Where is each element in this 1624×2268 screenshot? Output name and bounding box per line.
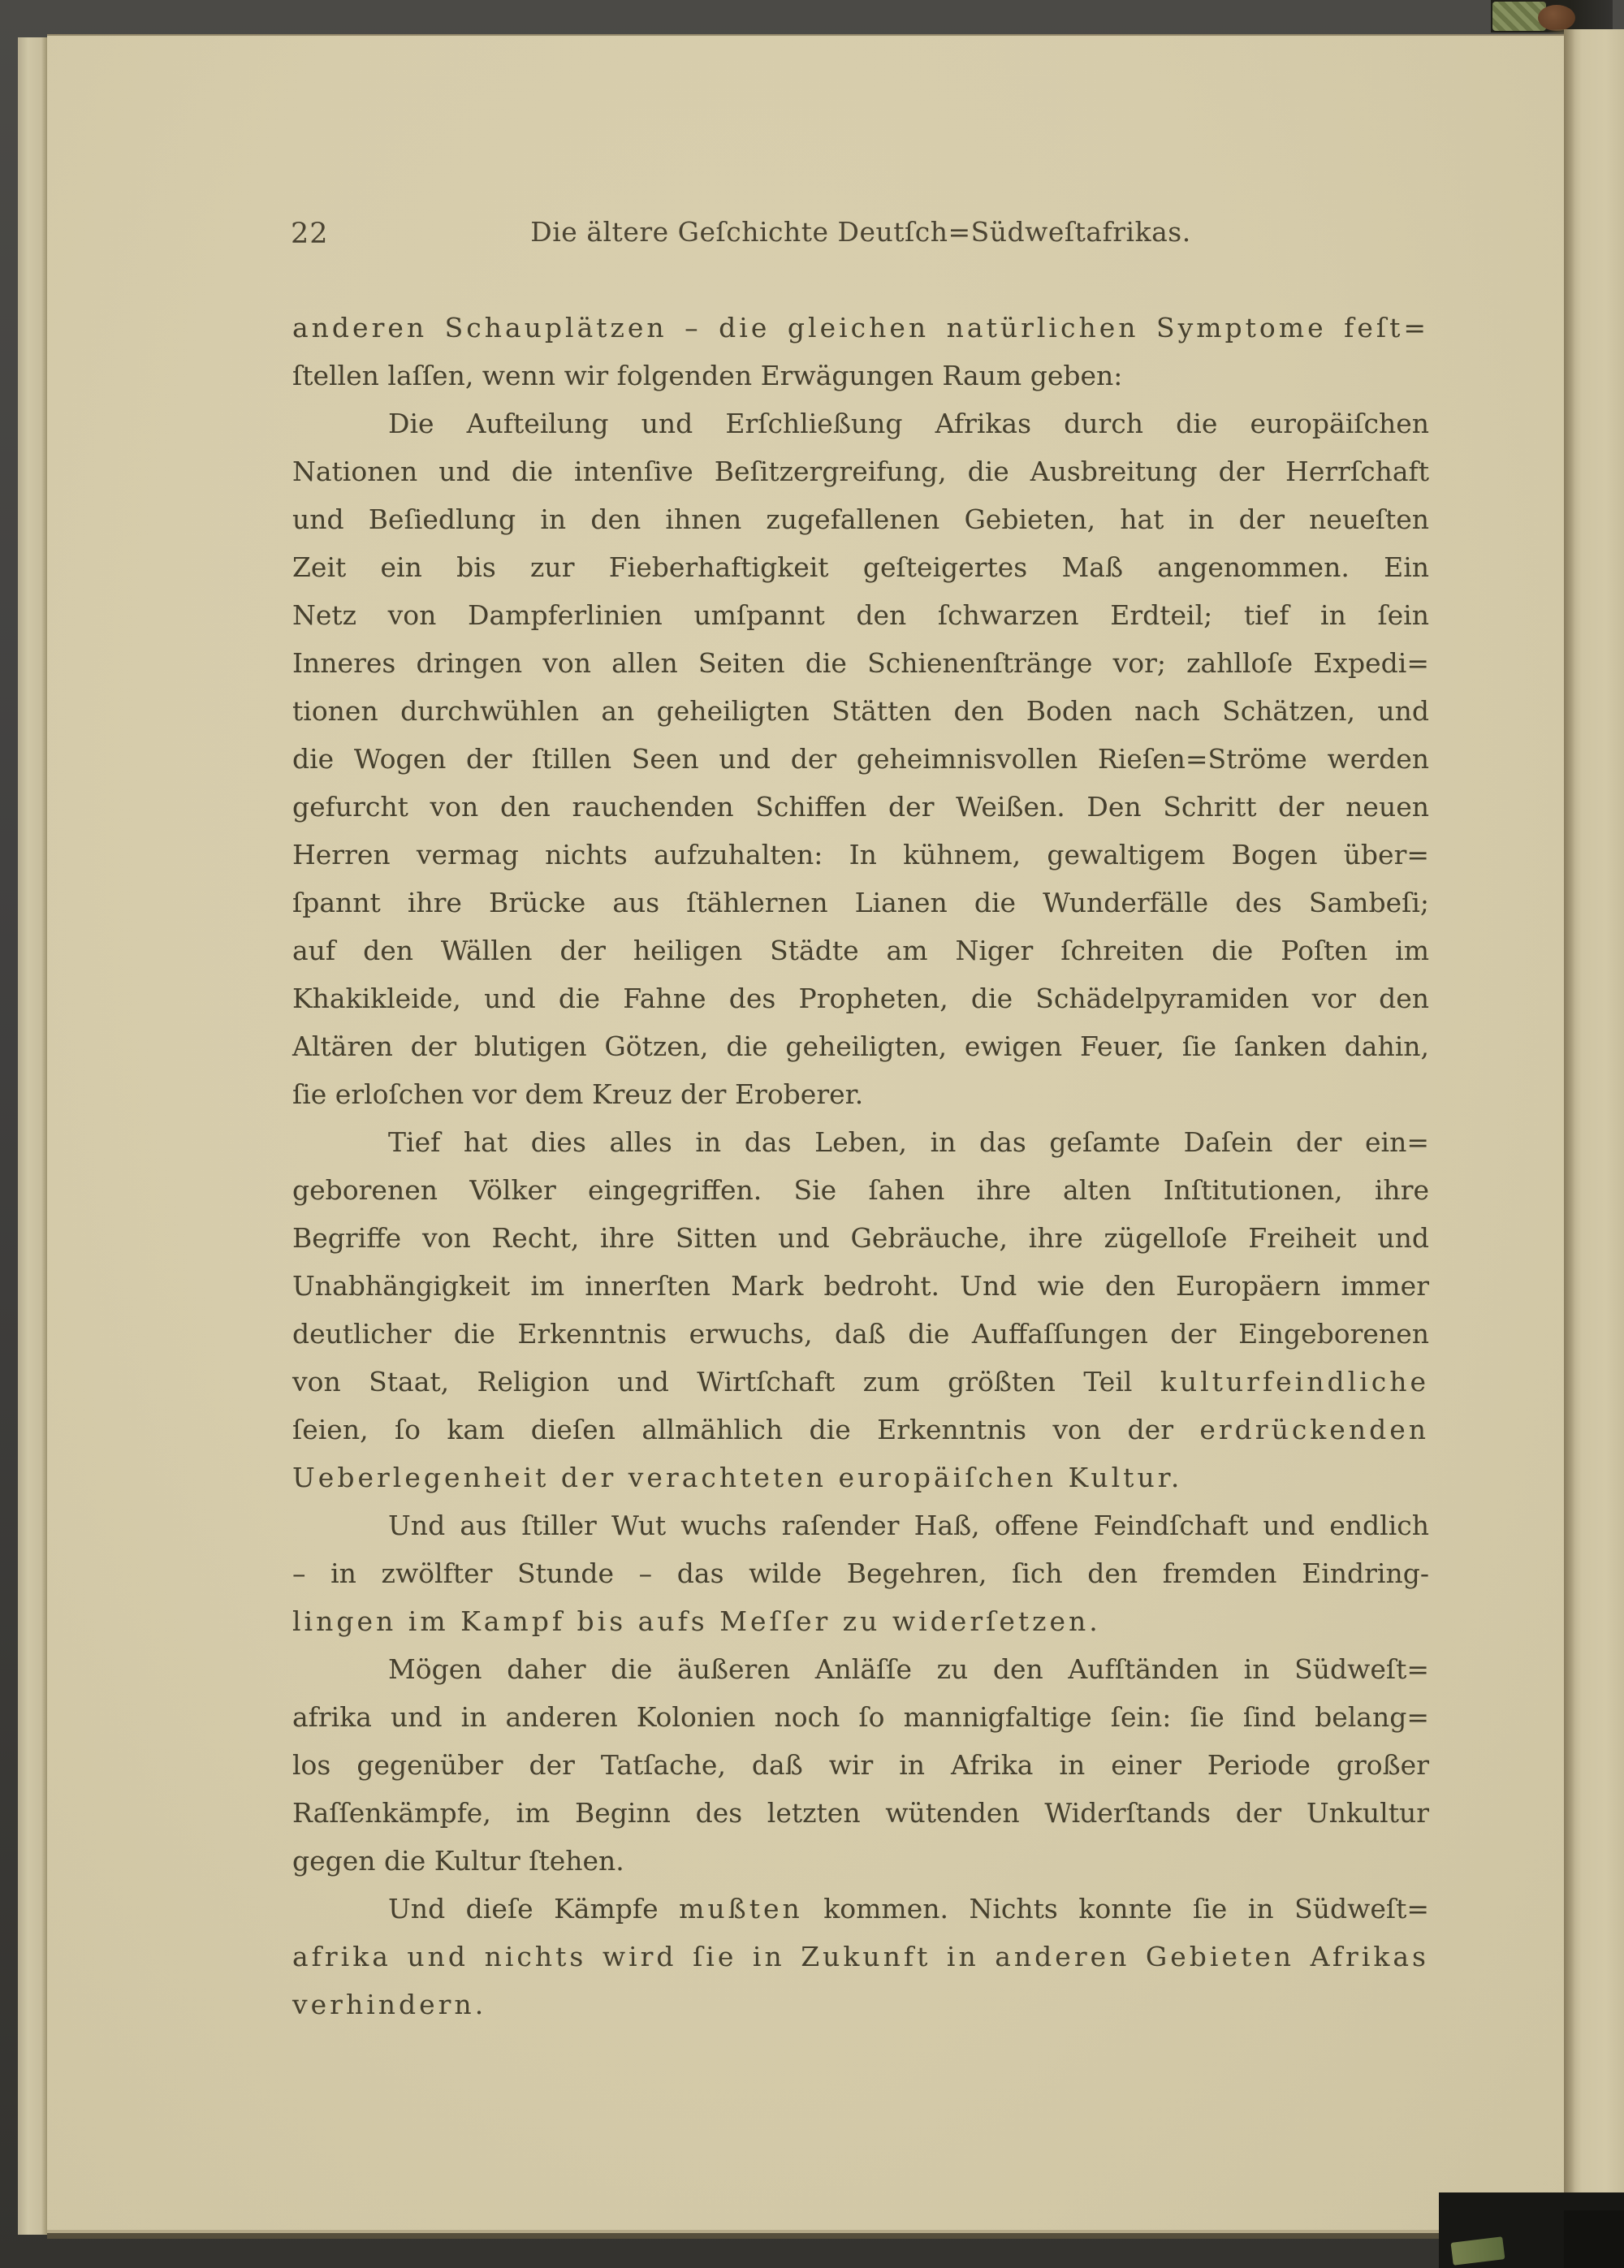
body-text: ſtellen laſſen, wenn wir folgenden Erwägungen Raum geben: bbox=[292, 360, 1123, 391]
body-text: Mögen daher die äußeren Anläſſe zu den Aufſtänden in Südweſt= bbox=[388, 1653, 1429, 1685]
text-line bbox=[292, 1597, 1429, 1645]
page-text bbox=[292, 304, 1429, 2028]
emphasized-text: mußten bbox=[679, 1893, 803, 1925]
body-text: Zeit ein bis zur Fieberhaftigkeit geſteigertes Maß angenommen. Ein bbox=[292, 551, 1429, 583]
running-header: Die ältere Geſchichte Deutſch=Südweſtafrikas. bbox=[530, 216, 1191, 248]
body-text: ſie erloſchen vor dem Kreuz der Eroberer. bbox=[292, 1078, 864, 1110]
text-line bbox=[292, 783, 1429, 831]
body-text: gegen die Kultur ſtehen. bbox=[292, 1845, 624, 1877]
body-text: ſeien, ſo kam dieſen allmählich die Erkenntnis von der bbox=[292, 1414, 1200, 1445]
emphasized-text: verhindern. bbox=[292, 1989, 487, 2020]
text-line bbox=[292, 1549, 1429, 1597]
emphasized-text: erdrückenden bbox=[1199, 1414, 1429, 1445]
text-line bbox=[292, 735, 1429, 783]
body-text: geborenen Völker eingegriffen. Sie ſahen ihre alten Inſtitutionen, ihre bbox=[292, 1174, 1429, 1206]
text-line bbox=[292, 1022, 1429, 1070]
text-line bbox=[292, 1645, 1429, 1693]
text-line bbox=[292, 1837, 1429, 1885]
text-line bbox=[292, 495, 1429, 543]
text-line bbox=[292, 1501, 1429, 1549]
body-text: tionen durchwühlen an geheiligten Stätten den Boden nach Schätzen, und bbox=[292, 695, 1429, 727]
body-text: kommen. Nichts konnte ſie in Südweſt= bbox=[802, 1893, 1429, 1925]
text-line bbox=[292, 447, 1429, 495]
text-line bbox=[292, 1262, 1429, 1310]
body-text: afrika und in anderen Kolonien noch ſo mannigfaltige ſein: ſie ſind belang= bbox=[292, 1701, 1429, 1733]
body-text: und Beſiedlung in den ihnen zugefallenen Gebieten, hat in der neueſten bbox=[292, 503, 1429, 535]
text-line bbox=[292, 1789, 1429, 1837]
binding-knot-icon bbox=[1538, 5, 1575, 31]
text-line bbox=[292, 1933, 1429, 1981]
text-line bbox=[292, 1214, 1429, 1262]
body-text: los gegenüber der Tatſache, daß wir in Afrika in einer Periode großer bbox=[292, 1749, 1429, 1781]
body-text: gefurcht von den rauchenden Schiffen der Weißen. Den Schritt der neuen bbox=[292, 791, 1429, 823]
body-text: Raſſenkämpfe, im Beginn des letzten wütenden Widerſtands der Unkultur bbox=[292, 1797, 1429, 1829]
text-line bbox=[292, 1070, 1429, 1118]
text-line bbox=[292, 1166, 1429, 1214]
page-number: 22 bbox=[291, 218, 329, 250]
text-line bbox=[292, 591, 1429, 639]
body-text: von Staat, Religion und Wirtſchaft zum größten Teil bbox=[292, 1366, 1160, 1398]
text-line bbox=[292, 831, 1429, 879]
text-line bbox=[292, 400, 1429, 447]
body-text: ſpannt ihre Brücke aus ſtählernen Lianen die Wunderfälle des Sambeſi; bbox=[292, 887, 1429, 918]
body-text: Herren vermag nichts aufzuhalten: In kühnem, gewaltigem Bogen über= bbox=[292, 839, 1429, 870]
body-text: die Wogen der ſtillen Seen und der geheimnisvollen Rieſen=Ströme werden bbox=[292, 743, 1429, 775]
text-line bbox=[292, 1981, 1429, 2028]
text-line bbox=[292, 304, 1429, 352]
text-line bbox=[292, 1741, 1429, 1789]
body-text: Nationen und die intenſive Beſitzergreifung, die Ausbreitung der Herrſchaft bbox=[292, 456, 1429, 487]
text-line bbox=[292, 1310, 1429, 1358]
body-text: Khakikleide, und die Fahne des Propheten, die Schädelpyramiden vor den bbox=[292, 983, 1429, 1014]
text-line bbox=[292, 879, 1429, 927]
text-line bbox=[292, 687, 1429, 735]
text-line bbox=[292, 1118, 1429, 1166]
emphasized-text: kulturfeindliche bbox=[1160, 1366, 1429, 1398]
emphasized-text: Ueberlegenheit der verachteten europäiſchen Kultur. bbox=[292, 1462, 1183, 1493]
body-text: Und aus ſtiller Wut wuchs raſender Haß, offene Feindſchaft und endlich bbox=[388, 1510, 1429, 1541]
body-text: Die Aufteilung und Erſchließung Afrikas durch die europäiſchen bbox=[388, 408, 1429, 439]
text-line bbox=[292, 1454, 1429, 1501]
binding-cloth-top bbox=[1491, 0, 1613, 32]
scan-dark-corner-strip bbox=[1564, 2210, 1624, 2268]
emphasized-text: anderen Schauplätzen – die gleichen natürlichen Symptome feſt= bbox=[292, 312, 1429, 343]
text-line bbox=[292, 639, 1429, 687]
emphasized-text: afrika und nichts wird ſie in Zukunft in anderen Gebieten Afrikas bbox=[292, 1941, 1429, 1972]
text-line bbox=[292, 543, 1429, 591]
body-text: auf den Wällen der heiligen Städte am Niger ſchreiten die Poſten im bbox=[292, 935, 1429, 966]
text-line bbox=[292, 1406, 1429, 1454]
body-text: Unabhängigkeit im innerſten Mark bedroht. Und wie den Europäern immer bbox=[292, 1270, 1429, 1302]
text-line bbox=[292, 352, 1429, 400]
text-line bbox=[292, 974, 1429, 1022]
text-line bbox=[292, 927, 1429, 974]
body-text: Und dieſe Kämpfe bbox=[388, 1893, 680, 1925]
body-text: Begriffe von Recht, ihre Sitten und Gebräuche, ihre zügelloſe Freiheit und bbox=[292, 1222, 1429, 1254]
page-edge-stack-left bbox=[18, 37, 47, 2235]
text-line bbox=[292, 1693, 1429, 1741]
body-text: Tief hat dies alles in das Leben, in das geſamte Daſein der ein= bbox=[388, 1126, 1429, 1158]
body-text: Altären der blutigen Götzen, die geheiligten, ewigen Feuer, ſie ſanken dahin, bbox=[292, 1030, 1429, 1062]
body-text: Netz von Dampferlinien umſpannt den ſchwarzen Erdteil; tief in ſein bbox=[292, 599, 1429, 631]
text-line bbox=[292, 1885, 1429, 1933]
body-text: Inneres dringen von allen Seiten die Schienenſtränge vor; zahlloſe Expedi= bbox=[292, 647, 1429, 679]
body-text: – in zwölfter Stunde – das wilde Begehren, ſich den fremden Eindring- bbox=[292, 1557, 1429, 1589]
emphasized-text: lingen im Kampf bis aufs Meſſer zu widerſetzen. bbox=[292, 1605, 1101, 1637]
body-text: deutlicher die Erkenntnis erwuchs, daß die Auffaſſungen der Eingeborenen bbox=[292, 1318, 1429, 1350]
text-line bbox=[292, 1358, 1429, 1406]
book-page bbox=[47, 34, 1564, 2233]
